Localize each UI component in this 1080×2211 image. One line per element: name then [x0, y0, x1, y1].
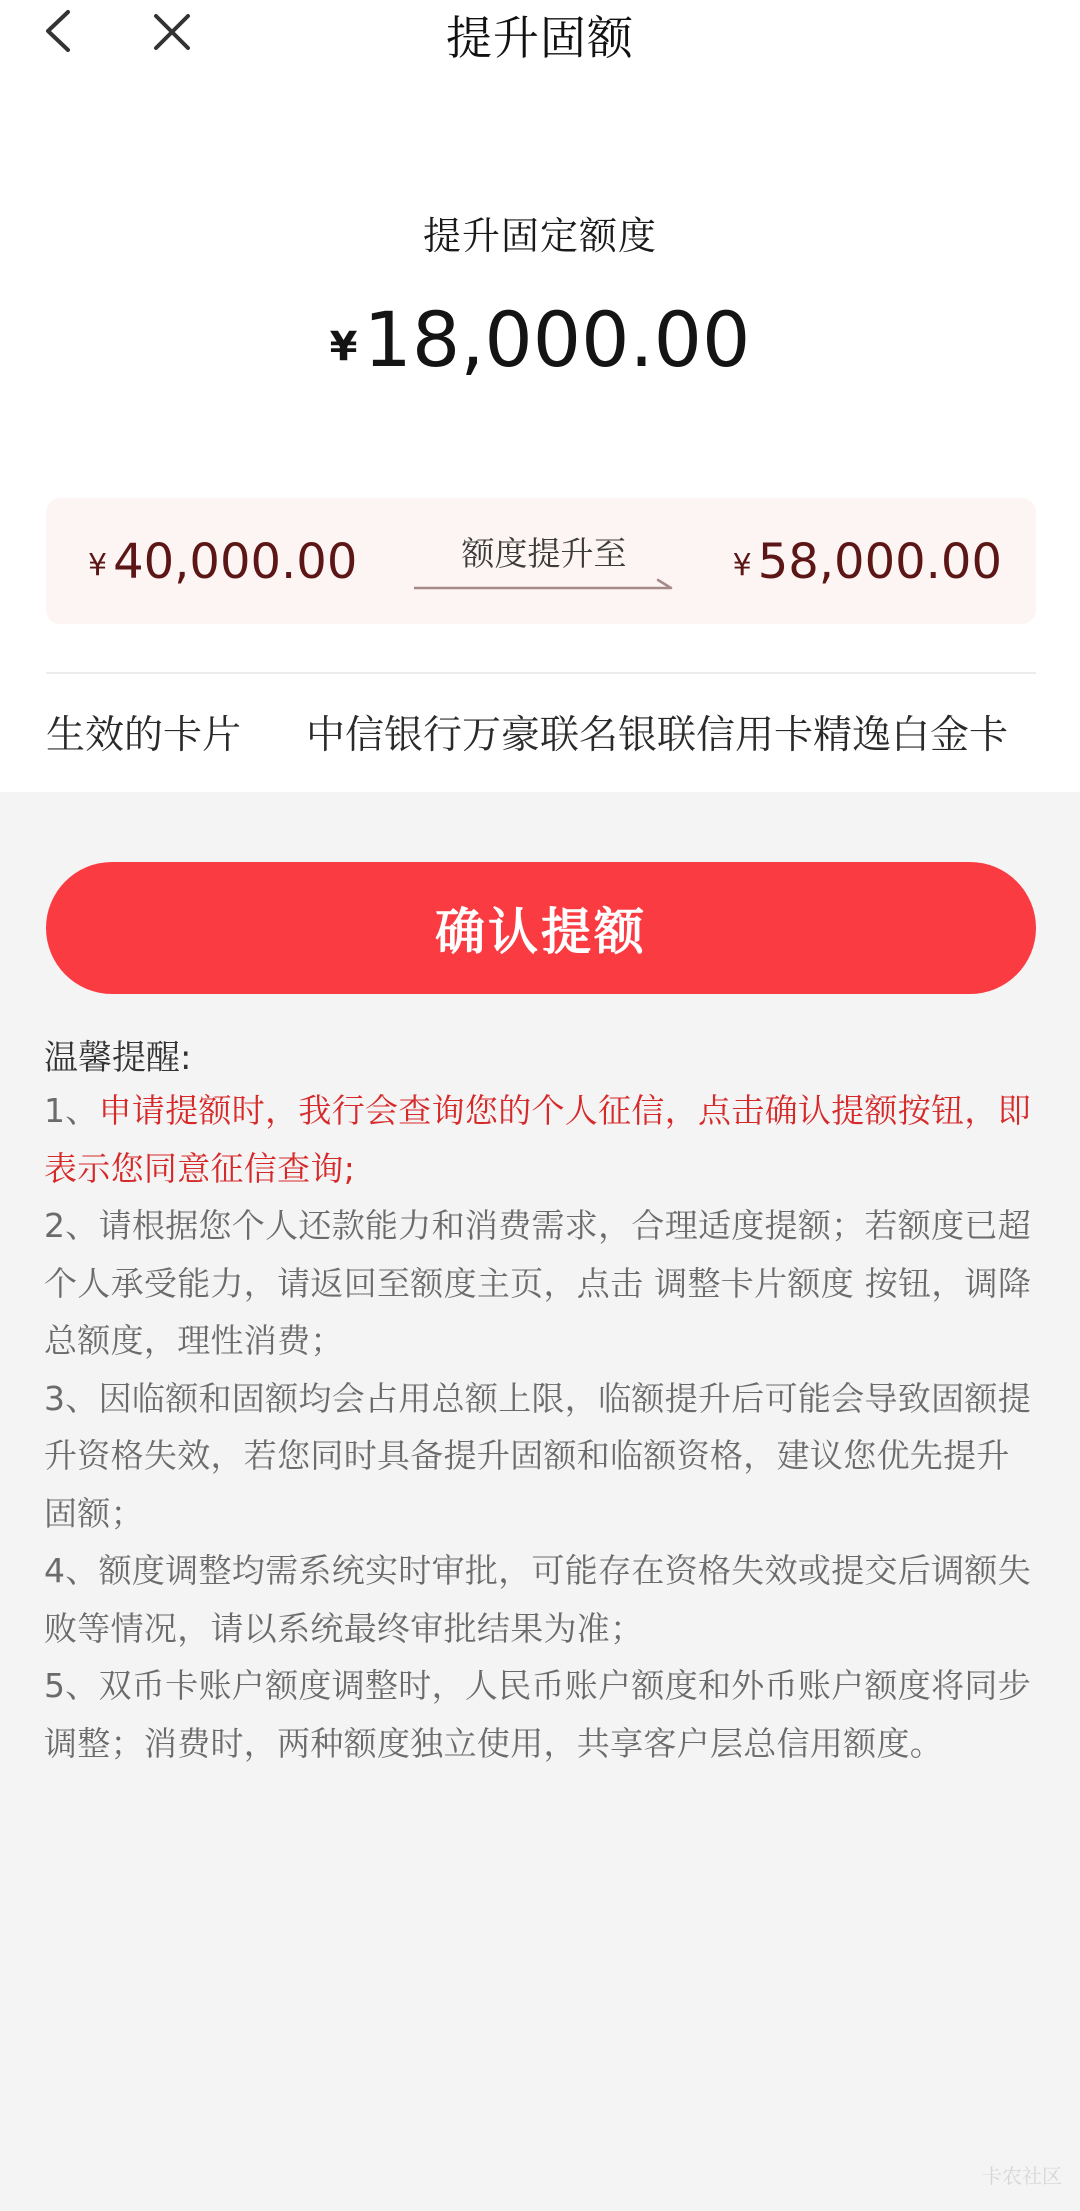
currency-symbol: ¥: [732, 548, 752, 583]
tip-item: 1、申请提额时，我行会查询您的个人征信，点击确认提额按钮，即表示您同意征信查询;: [44, 1091, 1032, 1188]
new-limit-value: 58,000.00: [757, 534, 1002, 590]
arrow-right-icon: [412, 574, 676, 594]
increase-amount: [0, 295, 1080, 384]
limit-subtitle: 提升固定额度: [422, 214, 657, 258]
nav-bar: [0, 0, 1080, 66]
tips-title: 温馨提醒:: [44, 1038, 192, 1078]
card-label: 生效的卡片: [46, 713, 242, 758]
current-limit-value: 40,000.00: [113, 534, 358, 590]
page-title: 提升固额: [446, 11, 634, 65]
tip-item: 4、额度调整均需系统实时审批，可能存在资格失效或提交后调额失败等情况，请以系统最终审批结果为准；: [44, 1551, 1032, 1648]
tip-item: 3、因临额和固额均会占用总额上限，临额提升后可能会导致固额提升资格失效，若您同时具备提升固额和临额资格，建议您优先提升固额；: [44, 1378, 1032, 1533]
limit-range-box: [46, 498, 1036, 624]
watermark: 卡农社区: [982, 2164, 1062, 2188]
new-limit: [733, 534, 1002, 590]
tips-section: [44, 1034, 1040, 1772]
top-panel: [0, 0, 1080, 792]
confirm-increase-button[interactable]: 确认提额: [46, 862, 1036, 994]
divider: [46, 672, 1036, 674]
tip-item: 5、双币卡账户额度调整时，人民币账户额度和外币账户额度将同步调整；消费时，两种额度独立使用，共享客户层总信用额度。: [44, 1666, 1032, 1763]
card-name[interactable]: 中信银行万豪联名银联信用卡精逸白金卡: [306, 713, 1009, 758]
increase-amount-value: 18,000.00: [363, 295, 751, 384]
current-limit: [88, 534, 357, 590]
currency-symbol: ¥: [329, 324, 358, 370]
tip-item: 2、请根据您个人还款能力和消费需求，合理适度提额；若额度已超个人承受能力，请返回至额度主页，点击 调整卡片额度 按钮，调降总额度，理性消费；: [44, 1206, 1032, 1360]
range-label: 额度提升至: [461, 534, 627, 573]
currency-symbol: ¥: [88, 548, 108, 583]
